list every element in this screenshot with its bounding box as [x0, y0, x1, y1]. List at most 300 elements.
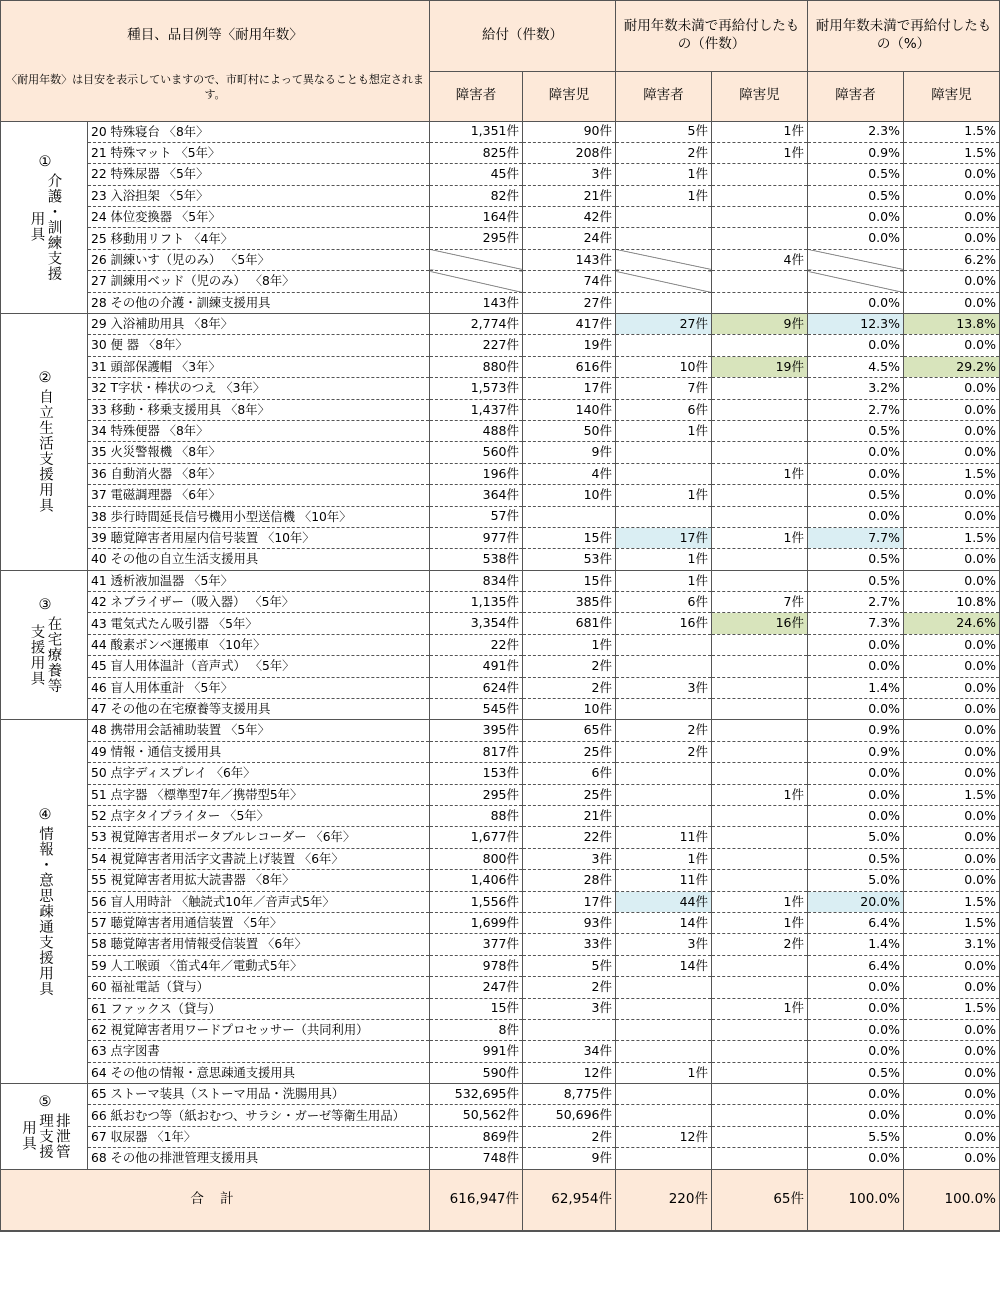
cell-count-adult: 16件 [616, 613, 712, 634]
category-text-columns [28, 173, 61, 282]
cell-pct-adult: 4.5% [808, 356, 904, 377]
header-resupply-count: 耐用年数未満で再給付したもの（件数） [616, 1, 808, 72]
category-label-text: 用具 [28, 211, 45, 243]
cell-supply-adult: 978件 [430, 955, 523, 976]
cell-pct-adult [808, 271, 904, 292]
category-text-stack [36, 807, 52, 997]
cell-pct-child: 1.5% [904, 527, 1000, 548]
table-row [1, 741, 1000, 762]
cell-pct-adult: 6.4% [808, 955, 904, 976]
cell-count-adult [616, 699, 712, 720]
cell-count-adult [616, 1148, 712, 1169]
table-row [1, 356, 1000, 377]
table-row [1, 228, 1000, 249]
cell-count-child [712, 656, 808, 677]
cell-count-adult: 2件 [616, 720, 712, 741]
cell-supply-adult: 1,437件 [430, 399, 523, 420]
cell-pct-adult: 20.0% [808, 891, 904, 912]
cell-pct-adult: 0.0% [808, 634, 904, 655]
cell-supply-adult: 545件 [430, 699, 523, 720]
table-row [1, 271, 1000, 292]
cell-pct-adult: 6.4% [808, 912, 904, 933]
cell-count-adult: 17件 [616, 527, 712, 548]
cell-supply-adult: 488件 [430, 420, 523, 441]
item-name: 23 入浴担架 〈5年〉 [88, 185, 430, 206]
table-row [1, 527, 1000, 548]
cell-count-child [712, 164, 808, 185]
cell-count-adult: 14件 [616, 912, 712, 933]
item-name: 48 携帯用会話補助装置 〈5年〉 [88, 720, 430, 741]
category-number: ④ [36, 807, 53, 824]
item-name: 65 ストーマ装具（ストーマ用品・洗腸用具） [88, 1084, 430, 1105]
item-name: 41 透析液加温器 〈5年〉 [88, 570, 430, 591]
cell-supply-child: 21件 [523, 185, 616, 206]
cell-pct-adult: 0.0% [808, 977, 904, 998]
cell-pct-adult: 0.5% [808, 1062, 904, 1083]
cell-pct-child: 1.5% [904, 891, 1000, 912]
item-name: 67 収尿器 〈1年〉 [88, 1126, 430, 1147]
cell-count-child [712, 699, 808, 720]
table-row [1, 292, 1000, 313]
cell-supply-adult: 3,354件 [430, 613, 523, 634]
cell-count-adult: 11件 [616, 870, 712, 891]
cell-supply-adult: 227件 [430, 335, 523, 356]
table-row [1, 806, 1000, 827]
item-name: 46 盲人用体重計 〈5年〉 [88, 677, 430, 698]
category-text-stack [19, 1094, 69, 1160]
category-text-columns [19, 1113, 69, 1160]
cell-pct-adult: 0.0% [808, 998, 904, 1019]
category-text-columns [36, 826, 52, 997]
cell-count-child [712, 185, 808, 206]
cell-pct-adult: 0.5% [808, 164, 904, 185]
item-name: 68 その他の排泄管理支援用具 [88, 1148, 430, 1169]
cell-pct-child: 0.0% [904, 977, 1000, 998]
cell-pct-adult: 0.5% [808, 185, 904, 206]
cell-supply-adult: 88件 [430, 806, 523, 827]
cell-pct-child: 0.0% [904, 399, 1000, 420]
cell-pct-adult: 0.5% [808, 420, 904, 441]
cell-count-adult: 27件 [616, 314, 712, 335]
cell-supply-adult: 196件 [430, 463, 523, 484]
category-label-box [3, 597, 85, 694]
cell-count-child: 2件 [712, 934, 808, 955]
cell-supply-child: 27件 [523, 292, 616, 313]
cell-pct-child: 0.0% [904, 827, 1000, 848]
cell-pct-adult: 0.0% [808, 699, 904, 720]
cell-supply-adult: 977件 [430, 527, 523, 548]
total-pct-adult: 100.0% [808, 1169, 904, 1231]
cell-count-adult [616, 228, 712, 249]
cell-supply-child: 616件 [523, 356, 616, 377]
item-name: 59 人工喉頭 〈笛式4年／電動式5年〉 [88, 955, 430, 976]
item-name: 43 電気式たん吸引器 〈5年〉 [88, 613, 430, 634]
category-number: ⑤ [36, 1093, 53, 1111]
cell-supply-child: 681件 [523, 613, 616, 634]
cell-supply-child: 3件 [523, 848, 616, 869]
cell-supply-child: 17件 [523, 891, 616, 912]
cell-count-child [712, 442, 808, 463]
category-label-text: 介護・訓練支援 [45, 172, 62, 281]
cell-supply-child: 2件 [523, 1126, 616, 1147]
cell-count-child: 7件 [712, 592, 808, 613]
header-supply-adult: 障害者 [430, 71, 523, 121]
cell-pct-adult: 0.9% [808, 741, 904, 762]
cell-count-child: 1件 [712, 142, 808, 163]
cell-count-child [712, 420, 808, 441]
cell-count-child: 4件 [712, 249, 808, 270]
cell-pct-child: 6.2% [904, 249, 1000, 270]
cell-count-adult: 1件 [616, 549, 712, 570]
cell-pct-adult: 0.0% [808, 442, 904, 463]
category-label-text: 理支援 [36, 1112, 53, 1160]
table-row [1, 784, 1000, 805]
table-row [1, 912, 1000, 933]
category-label [1, 720, 88, 1084]
cell-count-child: 9件 [712, 314, 808, 335]
cell-supply-adult: 1,556件 [430, 891, 523, 912]
cell-supply-child [523, 1019, 616, 1040]
cell-pct-child: 0.0% [904, 870, 1000, 891]
cell-supply-child: 417件 [523, 314, 616, 335]
header-count-child: 障害児 [712, 71, 808, 121]
cell-count-adult [616, 634, 712, 655]
cell-pct-adult: 7.7% [808, 527, 904, 548]
category-label [1, 570, 88, 720]
cell-supply-child: 22件 [523, 827, 616, 848]
cell-pct-child: 1.5% [904, 142, 1000, 163]
cell-supply-adult: 8件 [430, 1019, 523, 1040]
category-label-text: 自立生活支援用具 [36, 389, 53, 514]
cell-count-child [712, 1105, 808, 1126]
item-name: 66 紙おむつ等（紙おむつ、サラシ・ガーゼ等衛生用品） [88, 1105, 430, 1126]
cell-pct-child: 29.2% [904, 356, 1000, 377]
item-name: 37 電磁調理器 〈6年〉 [88, 485, 430, 506]
cell-pct-adult: 0.0% [808, 1041, 904, 1062]
cell-pct-child: 0.0% [904, 656, 1000, 677]
total-supply-child: 62,954件 [523, 1169, 616, 1231]
cell-supply-child: 208件 [523, 142, 616, 163]
cell-pct-adult: 0.0% [808, 784, 904, 805]
item-name: 21 特殊マット 〈5年〉 [88, 142, 430, 163]
cell-count-child [712, 827, 808, 848]
cell-count-child [712, 399, 808, 420]
cell-supply-adult: 817件 [430, 741, 523, 762]
cell-pct-child: 0.0% [904, 570, 1000, 591]
cell-supply-adult [430, 271, 523, 292]
cell-supply-adult: 991件 [430, 1041, 523, 1062]
table-row [1, 1041, 1000, 1062]
cell-count-child [712, 763, 808, 784]
cell-supply-adult: 2,774件 [430, 314, 523, 335]
cell-pct-adult: 0.0% [808, 806, 904, 827]
table-row [1, 1084, 1000, 1105]
cell-supply-adult: 869件 [430, 1126, 523, 1147]
cell-supply-child: 5件 [523, 955, 616, 976]
header-category-item: 種目、品目例等〈耐用年数〉 [1, 1, 430, 72]
item-name: 55 視覚障害者用拡大読書器 〈8年〉 [88, 870, 430, 891]
cell-supply-adult: 538件 [430, 549, 523, 570]
cell-pct-child: 0.0% [904, 378, 1000, 399]
table-body [1, 121, 1000, 1169]
category-label-text: 支援用具 [28, 623, 45, 686]
item-name: 20 特殊寝台 〈8年〉 [88, 121, 430, 142]
cell-supply-child: 21件 [523, 806, 616, 827]
cell-count-child [712, 378, 808, 399]
item-name: 63 点字図書 [88, 1041, 430, 1062]
cell-count-child: 1件 [712, 784, 808, 805]
item-name: 56 盲人用時計 〈触読式10年／音声式5年〉 [88, 891, 430, 912]
table-row [1, 207, 1000, 228]
cell-count-adult [616, 271, 712, 292]
cell-pct-adult: 0.0% [808, 207, 904, 228]
cell-count-adult [616, 292, 712, 313]
cell-pct-child: 0.0% [904, 634, 1000, 655]
cell-count-adult [616, 998, 712, 1019]
cell-pct-child: 0.0% [904, 335, 1000, 356]
cell-supply-child: 33件 [523, 934, 616, 955]
table-row [1, 891, 1000, 912]
cell-supply-adult: 1,699件 [430, 912, 523, 933]
cell-supply-child: 50件 [523, 420, 616, 441]
cell-supply-child: 28件 [523, 870, 616, 891]
item-name: 52 点字タイプライター 〈5年〉 [88, 806, 430, 827]
cell-supply-adult: 364件 [430, 485, 523, 506]
cell-supply-child: 9件 [523, 1148, 616, 1169]
cell-count-adult [616, 463, 712, 484]
cell-count-child: 1件 [712, 891, 808, 912]
cell-supply-child: 53件 [523, 549, 616, 570]
category-label [1, 121, 88, 314]
cell-supply-child: 143件 [523, 249, 616, 270]
category-text-stack [36, 370, 52, 513]
table-row [1, 485, 1000, 506]
table-row [1, 142, 1000, 163]
table-row [1, 314, 1000, 335]
total-pct-child: 100.0% [904, 1169, 1000, 1231]
cell-supply-child: 3件 [523, 998, 616, 1019]
cell-count-child [712, 207, 808, 228]
cell-supply-child: 17件 [523, 378, 616, 399]
cell-supply-child: 140件 [523, 399, 616, 420]
cell-supply-child: 9件 [523, 442, 616, 463]
cell-count-adult [616, 207, 712, 228]
table-row [1, 463, 1000, 484]
cell-supply-adult: 22件 [430, 634, 523, 655]
cell-pct-child: 0.0% [904, 485, 1000, 506]
category-label-box [3, 807, 85, 997]
cell-supply-child: 2件 [523, 656, 616, 677]
category-text-stack [28, 154, 61, 282]
item-name: 25 移動用リフト 〈4年〉 [88, 228, 430, 249]
cell-count-adult: 6件 [616, 592, 712, 613]
cell-pct-adult: 1.4% [808, 677, 904, 698]
item-name: 28 その他の介護・訓練支援用具 [88, 292, 430, 313]
item-name: 51 点字器 〈標準型7年／携帯型5年〉 [88, 784, 430, 805]
cell-supply-adult: 143件 [430, 292, 523, 313]
cell-pct-child: 0.0% [904, 1041, 1000, 1062]
category-label-text: 用具 [20, 1120, 37, 1152]
table-row [1, 185, 1000, 206]
cell-pct-adult: 5.0% [808, 870, 904, 891]
item-name: 53 視覚障害者用ポータブルレコーダー 〈6年〉 [88, 827, 430, 848]
cell-count-child [712, 1062, 808, 1083]
total-label: 合 計 [1, 1169, 430, 1231]
header-pct-adult: 障害者 [808, 71, 904, 121]
cell-supply-child: 25件 [523, 784, 616, 805]
cell-supply-adult: 247件 [430, 977, 523, 998]
table-row [1, 592, 1000, 613]
category-text-columns [28, 616, 61, 694]
cell-pct-adult [808, 249, 904, 270]
cell-count-adult [616, 1084, 712, 1105]
table-row [1, 1148, 1000, 1169]
table-row [1, 570, 1000, 591]
cell-supply-child: 42件 [523, 207, 616, 228]
cell-pct-adult: 0.5% [808, 848, 904, 869]
cell-supply-child: 50,696件 [523, 1105, 616, 1126]
cell-pct-child: 0.0% [904, 699, 1000, 720]
cell-supply-child: 8,775件 [523, 1084, 616, 1105]
cell-supply-child: 12件 [523, 1062, 616, 1083]
table-row [1, 399, 1000, 420]
cell-count-adult [616, 1041, 712, 1062]
table-row [1, 763, 1000, 784]
cell-pct-child: 0.0% [904, 549, 1000, 570]
item-name: 50 点字ディスプレイ 〈6年〉 [88, 763, 430, 784]
cell-count-adult [616, 977, 712, 998]
cell-pct-child: 13.8% [904, 314, 1000, 335]
category-label-box [3, 154, 85, 282]
cell-count-child [712, 955, 808, 976]
table-row [1, 1105, 1000, 1126]
cell-count-child [712, 506, 808, 527]
cell-pct-child: 0.0% [904, 185, 1000, 206]
cell-supply-adult: 82件 [430, 185, 523, 206]
item-name: 31 頭部保護帽 〈3年〉 [88, 356, 430, 377]
cell-count-adult: 12件 [616, 1126, 712, 1147]
item-name: 26 訓練いす（児のみ） 〈5年〉 [88, 249, 430, 270]
cell-supply-child: 6件 [523, 763, 616, 784]
cell-pct-adult: 0.5% [808, 570, 904, 591]
item-name: 47 その他の在宅療養等支援用具 [88, 699, 430, 720]
table-row [1, 699, 1000, 720]
cell-supply-adult: 45件 [430, 164, 523, 185]
cell-supply-child: 90件 [523, 121, 616, 142]
table-row [1, 121, 1000, 142]
category-label-text: 情報・意思疎通支援用具 [36, 826, 53, 997]
table-row [1, 1019, 1000, 1040]
cell-count-child [712, 1019, 808, 1040]
table-row [1, 848, 1000, 869]
cell-supply-child: 2件 [523, 977, 616, 998]
category-label-text: 排泄管 [53, 1112, 70, 1160]
cell-pct-child: 1.5% [904, 912, 1000, 933]
cell-count-child [712, 741, 808, 762]
item-name: 33 移動・移乗支援用具 〈8年〉 [88, 399, 430, 420]
table-row [1, 934, 1000, 955]
cell-count-child [712, 271, 808, 292]
cell-count-child: 1件 [712, 998, 808, 1019]
cell-count-child [712, 848, 808, 869]
category-label [1, 314, 88, 571]
cell-pct-adult: 0.0% [808, 335, 904, 356]
cell-pct-adult: 0.0% [808, 1148, 904, 1169]
cell-count-child: 19件 [712, 356, 808, 377]
table-row [1, 442, 1000, 463]
cell-pct-adult: 0.0% [808, 1019, 904, 1040]
cell-supply-child: 24件 [523, 228, 616, 249]
cell-supply-adult: 560件 [430, 442, 523, 463]
cell-count-adult [616, 763, 712, 784]
cell-supply-child [523, 506, 616, 527]
cell-supply-child: 10件 [523, 485, 616, 506]
cell-pct-child: 0.0% [904, 720, 1000, 741]
item-name: 24 体位変換器 〈5年〉 [88, 207, 430, 228]
cell-count-adult [616, 442, 712, 463]
cell-supply-adult: 834件 [430, 570, 523, 591]
cell-count-child [712, 677, 808, 698]
item-name: 27 訓練用ベッド（児のみ） 〈8年〉 [88, 271, 430, 292]
cell-pct-adult: 0.5% [808, 485, 904, 506]
item-name: 64 その他の情報・意思疎通支援用具 [88, 1062, 430, 1083]
cell-count-child: 1件 [712, 121, 808, 142]
cell-count-adult: 3件 [616, 677, 712, 698]
cell-pct-child: 0.0% [904, 677, 1000, 698]
item-name: 42 ネブライザー（吸入器） 〈5年〉 [88, 592, 430, 613]
cell-supply-adult: 1,573件 [430, 378, 523, 399]
cell-count-child [712, 634, 808, 655]
cell-supply-child: 10件 [523, 699, 616, 720]
cell-supply-child: 3件 [523, 164, 616, 185]
cell-count-child: 1件 [712, 527, 808, 548]
cell-count-adult: 7件 [616, 378, 712, 399]
category-number: ① [36, 153, 53, 171]
table-row [1, 335, 1000, 356]
cell-count-adult [616, 506, 712, 527]
cell-count-adult: 3件 [616, 934, 712, 955]
item-name: 30 便 器 〈8年〉 [88, 335, 430, 356]
category-number: ③ [36, 596, 53, 614]
table-row [1, 549, 1000, 570]
cell-supply-adult: 825件 [430, 142, 523, 163]
cell-supply-adult: 50,562件 [430, 1105, 523, 1126]
total-count-adult: 220件 [616, 1169, 712, 1231]
cell-count-adult [616, 656, 712, 677]
cell-supply-adult: 164件 [430, 207, 523, 228]
cell-pct-adult: 0.9% [808, 142, 904, 163]
cell-count-child [712, 485, 808, 506]
cell-count-child [712, 292, 808, 313]
cell-supply-child: 65件 [523, 720, 616, 741]
cell-supply-adult: 590件 [430, 1062, 523, 1083]
table-row [1, 998, 1000, 1019]
cell-pct-adult: 0.0% [808, 506, 904, 527]
cell-supply-adult: 295件 [430, 228, 523, 249]
cell-pct-adult: 0.0% [808, 292, 904, 313]
table-row [1, 164, 1000, 185]
cell-supply-child: 385件 [523, 592, 616, 613]
cell-pct-child: 0.0% [904, 506, 1000, 527]
cell-pct-child: 0.0% [904, 292, 1000, 313]
cell-count-child [712, 1126, 808, 1147]
cell-pct-child: 0.0% [904, 955, 1000, 976]
item-name: 49 情報・通信支援用具 [88, 741, 430, 762]
cell-pct-adult: 0.5% [808, 549, 904, 570]
item-name: 32 T字状・棒状のつえ 〈3年〉 [88, 378, 430, 399]
cell-count-adult: 44件 [616, 891, 712, 912]
cell-count-child: 1件 [712, 912, 808, 933]
